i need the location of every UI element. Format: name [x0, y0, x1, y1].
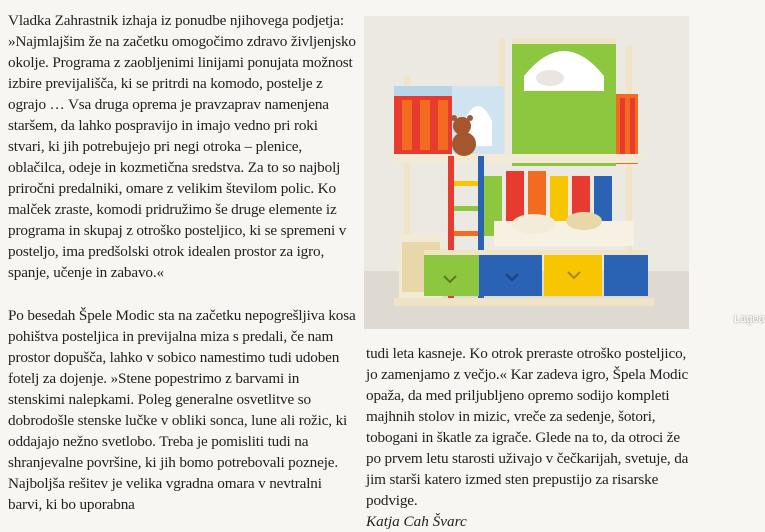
author-signature: Katja Cah Švarc	[366, 513, 467, 530]
photo-caption: Lagea	[734, 313, 765, 325]
article-paragraph-3: tudi leta kasneje. Ko otrok preraste otroško posteljico, jo zamenjamo z večjo.« Kar zadeva igro, Špela Modic opaža, da med priljubljeno opremo sodijo kompleti majhnih stolov in mizic, vreče za sedenje, šotori, tobogani in škatle za igrače. Glede na to, da otroci že po prvem letu starosti uživajo v čečkarijah, svetuje, da jim starši katero izmed sten prepustijo za risarske podvige.	[366, 345, 689, 509]
article-left-column	[8, 10, 356, 515]
bunk-bed-photo	[364, 16, 765, 329]
article-paragraph-2: Po besedah Špele Modic sta na začetku nepogrešljiva kosa pohištva posteljica in previjalna miza s predali, če nam prostor dopušča, lahko v sobico namestimo tudi udoben fotelj za dojenje. »Stene popestrimo z barvami in stenskimi nalepkami. Poleg generalne osvetlitve so dobrodošle stenske lučke v obliki sonca, lune ali rožic, ki oddajajo nežno svetlobo. Treba je pomisliti tudi na shranjevalne površine, ki jih bomo potrebovali pozneje. Najboljša rešitev je velika vgradna omara v nevtralni barvi, ki bo uporabna	[8, 307, 356, 513]
article-paragraph-1: Vladka Zahrastnik izhaja iz ponudbe njihovega podjetja: »Najmlajšim že na začetku omogočimo zdravo življenjsko okolje. Programa z zaobljenimi linijami ponujata možnost izbire previjališča, ki se pritrdi na komodo, postelje z ograjo … Vsa druga oprema je pravzaprav namenjena staršem, da lahko pospravijo in imajo vedno pri roki stvari, ki jih potrebujejo pri negi otroka – plenice, oblačilca, odeje in kozmetična sredstva. Za to so najbolj priročni predalniki, omare z velikim številom polic. Ko malček zraste, komodi pridružimo še druge elemente iz programa in skupaj z otroško posteljico, ki se spremeni v posteljo, ima predšolski otrok idealen prostor za igro, spanje, učenje in zabavo.«	[8, 12, 356, 281]
bunk-bed-illustration	[364, 16, 689, 329]
article-right-column	[366, 343, 696, 532]
